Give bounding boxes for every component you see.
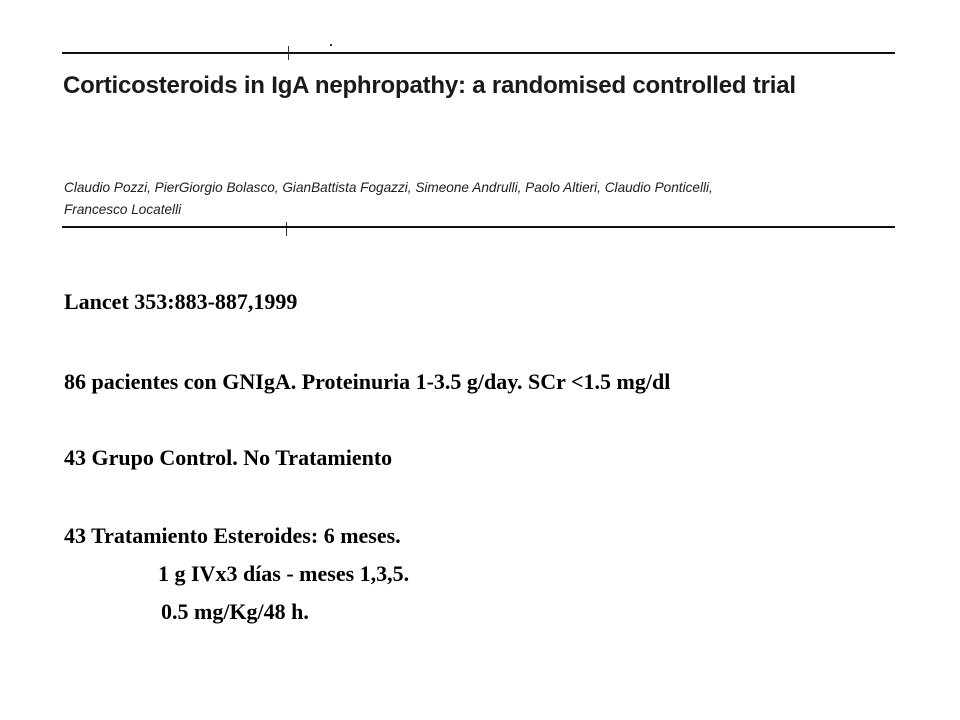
citation: Lancet 353:883-887,1999 [64,289,298,314]
slide-notes [64,0,960,720]
patients-summary: 86 pacientes con GNIgA. Proteinuria 1-3.5 g/day. SCr <1.5 mg/dl [64,369,671,394]
treatment-group: 43 Tratamiento Esteroides: 6 meses. [64,523,401,548]
control-group: 43 Grupo Control. No Tratamiento [64,445,393,470]
oral-dose: 0.5 mg/Kg/48 h. [161,599,309,624]
iv-dose: 1 g IVx3 días - meses 1,3,5. [158,561,410,586]
authors-line-1: Claudio Pozzi, PierGiorgio Bolasco, GianBattista Fogazzi, Simeone Andrulli, Paolo Altieri, Claudio Ponticelli, [64,180,713,195]
article-title: Corticosteroids in IgA nephropathy: a randomised controlled trial [63,72,796,99]
authors-line-2: Francesco Locatelli [64,202,182,217]
